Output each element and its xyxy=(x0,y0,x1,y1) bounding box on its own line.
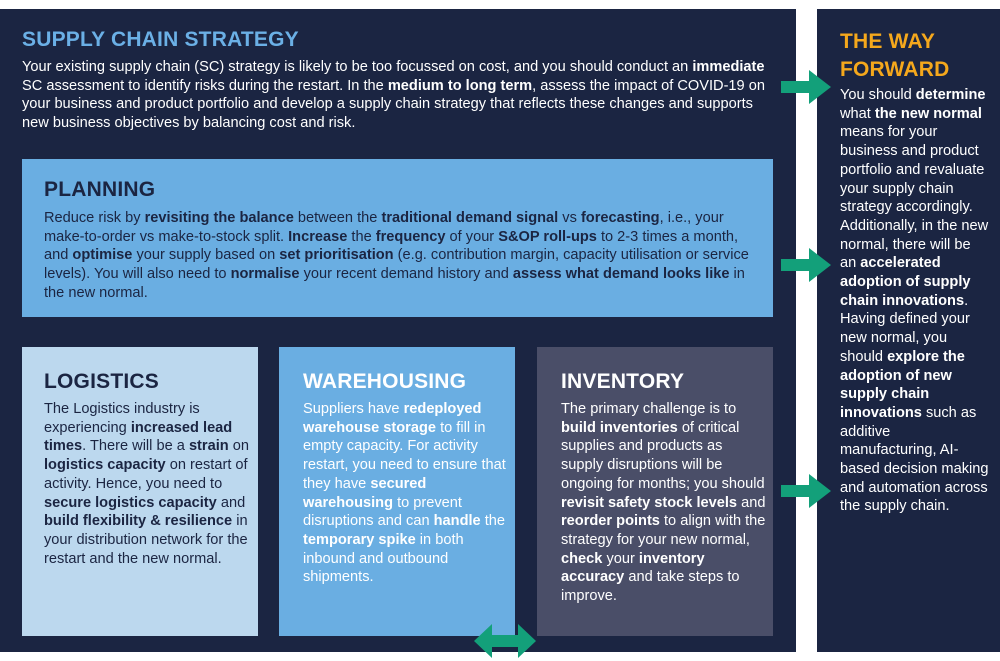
text-segment: of critical supplies and products as supply disruptions will be ongoing for months; you should xyxy=(561,419,765,492)
inventory-text xyxy=(561,400,766,606)
emphasis-text: assess what demand looks like xyxy=(512,266,730,283)
warehousing-title: WAREHOUSING xyxy=(303,370,467,393)
emphasis-text: normalise xyxy=(230,266,300,283)
text-segment: , assess the impact of COVID-19 on your business and product portfolio and develop a supply chain strategy that reflects these changes and supports new business objectives by balancing cost and risk. xyxy=(22,77,765,132)
text-segment: vs xyxy=(558,210,581,226)
text-segment: to 2-3 times a month, and xyxy=(44,228,739,264)
emphasis-text: secured warehousing xyxy=(303,475,427,511)
text-segment: on restart of activity. Hence, you need to xyxy=(44,457,248,492)
arrow-right-icon xyxy=(781,474,831,508)
text-segment: . Having defined your new normal, you should xyxy=(840,292,970,365)
emphasis-text: handle xyxy=(433,513,481,530)
text-segment: and take steps to improve. xyxy=(561,569,740,605)
text-segment: (e.g. contribution margin, capacity utilisation or service levels). You will also need to xyxy=(44,247,749,283)
text-segment: to align with the strategy for your new normal, xyxy=(561,513,766,548)
text-segment: on xyxy=(228,438,249,455)
warehousing-text xyxy=(303,400,508,587)
text-segment: The primary challenge is to xyxy=(561,401,737,417)
arrow-right-icon xyxy=(781,248,831,282)
text-segment: SC assessment to identify risks during the restart. In the xyxy=(22,77,388,94)
emphasis-text: accelerated adoption of supply chain innovations xyxy=(840,255,971,309)
logistics-text xyxy=(44,400,249,568)
text-segment: and xyxy=(737,494,766,511)
text-segment: the xyxy=(347,228,376,245)
emphasis-text: strain xyxy=(188,438,229,455)
emphasis-text: redeployed warehouse storage xyxy=(303,401,482,436)
text-segment: to fill in empty capacity. For activity restart, you need to ensure that they have xyxy=(303,419,506,492)
text-segment: what xyxy=(840,105,875,122)
emphasis-text: the new normal xyxy=(874,105,982,122)
emphasis-text: Increase xyxy=(288,228,348,245)
emphasis-text: reorder points xyxy=(561,513,660,530)
planning-text xyxy=(44,209,754,303)
emphasis-text: medium to long term xyxy=(387,77,533,94)
text-segment: and xyxy=(216,494,246,511)
way-forward-title: THE WAY FORWARD xyxy=(840,30,950,81)
emphasis-text: increased lead times xyxy=(44,419,233,455)
text-segment: in the new normal. xyxy=(44,266,745,301)
emphasis-text: revisiting the balance xyxy=(144,210,294,226)
text-segment: your supply based on xyxy=(132,247,280,264)
emphasis-text: traditional demand signal xyxy=(381,210,559,226)
emphasis-text: inventory accuracy xyxy=(561,550,705,586)
text-segment: to prevent disruptions and can xyxy=(303,494,462,530)
emphasis-text: forecasting xyxy=(580,210,660,226)
double-arrow-icon xyxy=(474,624,536,658)
text-segment: The Logistics industry is experiencing xyxy=(44,401,200,436)
emphasis-text: set prioritisation xyxy=(279,247,394,264)
emphasis-text: immediate xyxy=(692,59,765,75)
text-segment: , i.e., your make-to-order vs make-to-stock split. xyxy=(44,210,724,245)
text-segment: of your xyxy=(445,228,499,245)
text-segment: You should xyxy=(840,87,916,103)
arrow-right-icon xyxy=(781,70,831,104)
emphasis-text: logistics capacity xyxy=(44,457,166,474)
text-segment: in your distribution network for the restart and the new normal. xyxy=(44,513,248,567)
supply-chain-strategy-title: SUPPLY CHAIN STRATEGY xyxy=(22,28,299,51)
emphasis-text: optimise xyxy=(72,247,133,264)
text-segment: your xyxy=(602,550,639,567)
logistics-title: LOGISTICS xyxy=(44,370,159,393)
emphasis-text: temporary spike xyxy=(303,531,416,548)
emphasis-text: secure logistics capacity xyxy=(44,494,217,511)
text-segment: in both inbound and outbound shipments. xyxy=(303,531,464,586)
emphasis-text: revisit safety stock levels xyxy=(561,494,738,511)
emphasis-text: S&OP roll-ups xyxy=(498,228,597,245)
text-segment: the xyxy=(480,513,505,530)
text-segment: your recent demand history and xyxy=(299,266,513,283)
emphasis-text: frequency xyxy=(375,228,446,245)
text-segment: Suppliers have xyxy=(303,401,404,417)
planning-title: PLANNING xyxy=(44,178,156,201)
emphasis-text: build inventories xyxy=(561,419,678,436)
text-segment: between the xyxy=(293,210,382,226)
text-segment: Reduce risk by xyxy=(44,210,145,226)
text-segment: . There will be a xyxy=(82,438,189,455)
emphasis-text: explore the adoption of new supply chain innovations xyxy=(840,348,965,421)
intro-text xyxy=(22,58,782,133)
emphasis-text: build flexibility & resilience xyxy=(44,513,233,530)
text-segment: Your existing supply chain (SC) strategy is likely to be too focussed on cost, and you should conduct an xyxy=(22,59,693,75)
emphasis-text: check xyxy=(561,550,603,567)
text-segment: such as additive manufacturing, AI-based decision making and automation across the supply chain. xyxy=(840,404,989,515)
emphasis-text: determine xyxy=(915,87,986,103)
way-forward-text xyxy=(840,86,990,516)
inventory-title: INVENTORY xyxy=(561,370,685,393)
text-segment: means for your business and product portfolio and revaluate your supply chain strategy accordingly. Additionally, in the new normal, there will be an xyxy=(840,124,989,272)
